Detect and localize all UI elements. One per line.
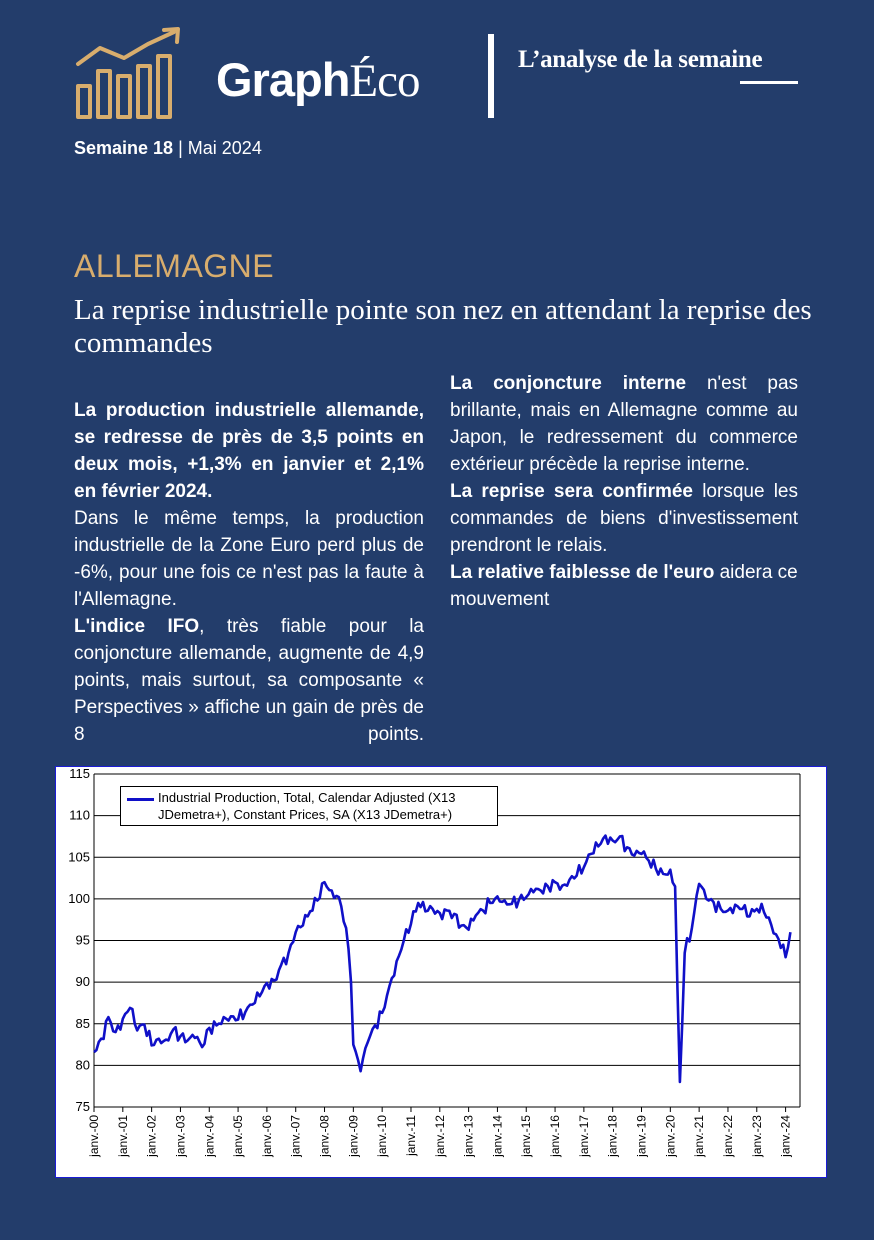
y-tick-label-75: 75 — [75, 1099, 90, 1114]
paragraph-3-text: , très fiable pour la conjoncture allemande, augmente de 4,9 points, mais surtout, sa composante « Perspectives » affiche un gain de près de 8 points. — [74, 616, 424, 745]
x-tick-label-janv.-24: janv.-24 — [778, 1115, 793, 1157]
y-tick-label-110: 110 — [69, 807, 90, 823]
x-tick-label-janv.-01: janv.-01 — [115, 1115, 130, 1157]
paragraph-3 — [74, 613, 424, 748]
x-tick-label-janv.-04: janv.-04 — [202, 1115, 217, 1157]
x-tick-label-janv.-06: janv.-06 — [259, 1115, 274, 1157]
issue-date: Mai 2024 — [187, 138, 262, 158]
brand-name-part1: Graph — [216, 53, 350, 106]
article-column-left — [74, 397, 424, 748]
issue-separator: | — [178, 138, 183, 158]
y-tick-label-80: 80 — [75, 1057, 90, 1073]
y-tick-label-90: 90 — [75, 974, 90, 990]
y-tick-label-85: 85 — [75, 1015, 90, 1031]
x-tick-label-janv.-00: janv.-00 — [87, 1115, 101, 1157]
x-tick-label-janv.-16: janv.-16 — [548, 1115, 563, 1157]
paragraph-4 — [450, 370, 798, 478]
x-tick-label-janv.-09: janv.-09 — [346, 1115, 361, 1157]
x-tick-label-janv.-19: janv.-19 — [634, 1115, 649, 1157]
paragraph-6-bold: La relative faiblesse de l'euro — [450, 562, 715, 583]
x-tick-label-janv.-11: janv.-11 — [403, 1115, 418, 1156]
legend-line-swatch — [127, 798, 154, 801]
y-tick-label-95: 95 — [75, 932, 90, 948]
tagline-underline — [740, 81, 798, 84]
x-tick-label-janv.-23: janv.-23 — [749, 1115, 764, 1157]
x-tick-label-janv.-17: janv.-17 — [576, 1115, 591, 1157]
industrial-production-chart — [55, 766, 827, 1178]
x-tick-label-janv.-05: janv.-05 — [231, 1115, 246, 1157]
paragraph-3-bold: L'indice IFO — [74, 616, 200, 637]
y-tick-label-115: 115 — [69, 767, 90, 781]
paragraph-5-text: lorsque les commandes de biens d'investissement prendront le relais. — [450, 481, 798, 556]
paragraph-6 — [450, 559, 798, 613]
article-headline: La reprise industrielle pointe son nez en attendant la reprise des commandes — [74, 294, 812, 359]
x-tick-label-janv.-18: janv.-18 — [605, 1115, 620, 1157]
paragraph-1-bold: La production industrielle allemande, se redresse de près de 3,5 points en deux mois, +1,3% en janvier et 2,1% en février 2024. — [74, 400, 424, 502]
x-tick-label-janv.-08: janv.-08 — [317, 1115, 332, 1157]
x-tick-label-janv.-12: janv.-12 — [432, 1115, 447, 1157]
paragraph-4-text: n'est pas brillante, mais en Allemagne comme au Japon, le redressement du commerce extérieur précède la reprise interne. — [450, 373, 799, 475]
x-tick-label-janv.-10: janv.-10 — [375, 1115, 390, 1157]
article-column-right — [450, 370, 798, 613]
brand-name-part2: Éco — [349, 55, 420, 107]
x-tick-label-janv.-21: janv.-21 — [692, 1115, 707, 1157]
x-tick-label-janv.-20: janv.-20 — [663, 1115, 678, 1157]
paragraph-4-bold: La conjoncture interne — [450, 373, 687, 394]
x-tick-label-janv.-13: janv.-13 — [461, 1115, 476, 1157]
header-divider — [488, 34, 494, 118]
paragraph-5-bold: La reprise sera confirmée — [450, 481, 694, 502]
series-line-industrial-production — [94, 836, 790, 1082]
chart-svg — [56, 767, 826, 1177]
issue-info — [74, 136, 262, 160]
country-heading: ALLEMAGNE — [74, 248, 275, 284]
x-tick-label-janv.-02: janv.-02 — [144, 1115, 159, 1157]
growth-chart-logo-icon — [74, 26, 186, 122]
x-tick-label-janv.-07: janv.-07 — [288, 1115, 303, 1157]
legend-label: Industrial Production, Total, Calendar Adjusted (X13 JDemetra+), Constant Prices, SA (X13 JDemetra+) — [158, 790, 456, 822]
chart-legend — [120, 786, 498, 826]
paragraph-1 — [74, 397, 424, 505]
x-tick-label-janv.-14: janv.-14 — [490, 1115, 505, 1157]
paragraph-6-text: aidera ce mouvement — [450, 562, 798, 610]
y-tick-label-105: 105 — [68, 849, 90, 865]
week-label: Semaine 18 — [74, 138, 174, 158]
x-tick-label-janv.-15: janv.-15 — [519, 1115, 534, 1157]
paragraph-2 — [74, 505, 424, 613]
tagline: L’analyse de la semaine — [518, 46, 763, 73]
x-tick-label-janv.-03: janv.-03 — [173, 1115, 188, 1157]
y-tick-label-100: 100 — [68, 890, 90, 906]
paragraph-2-text: Dans le même temps, la production industrielle de la Zone Euro perd plus de -6%, pour une fois ce n'est pas la faute à l'Allemagne. — [74, 508, 424, 610]
x-tick-label-janv.-22: janv.-22 — [720, 1115, 735, 1157]
brand-name — [216, 50, 420, 111]
paragraph-5 — [450, 478, 798, 559]
